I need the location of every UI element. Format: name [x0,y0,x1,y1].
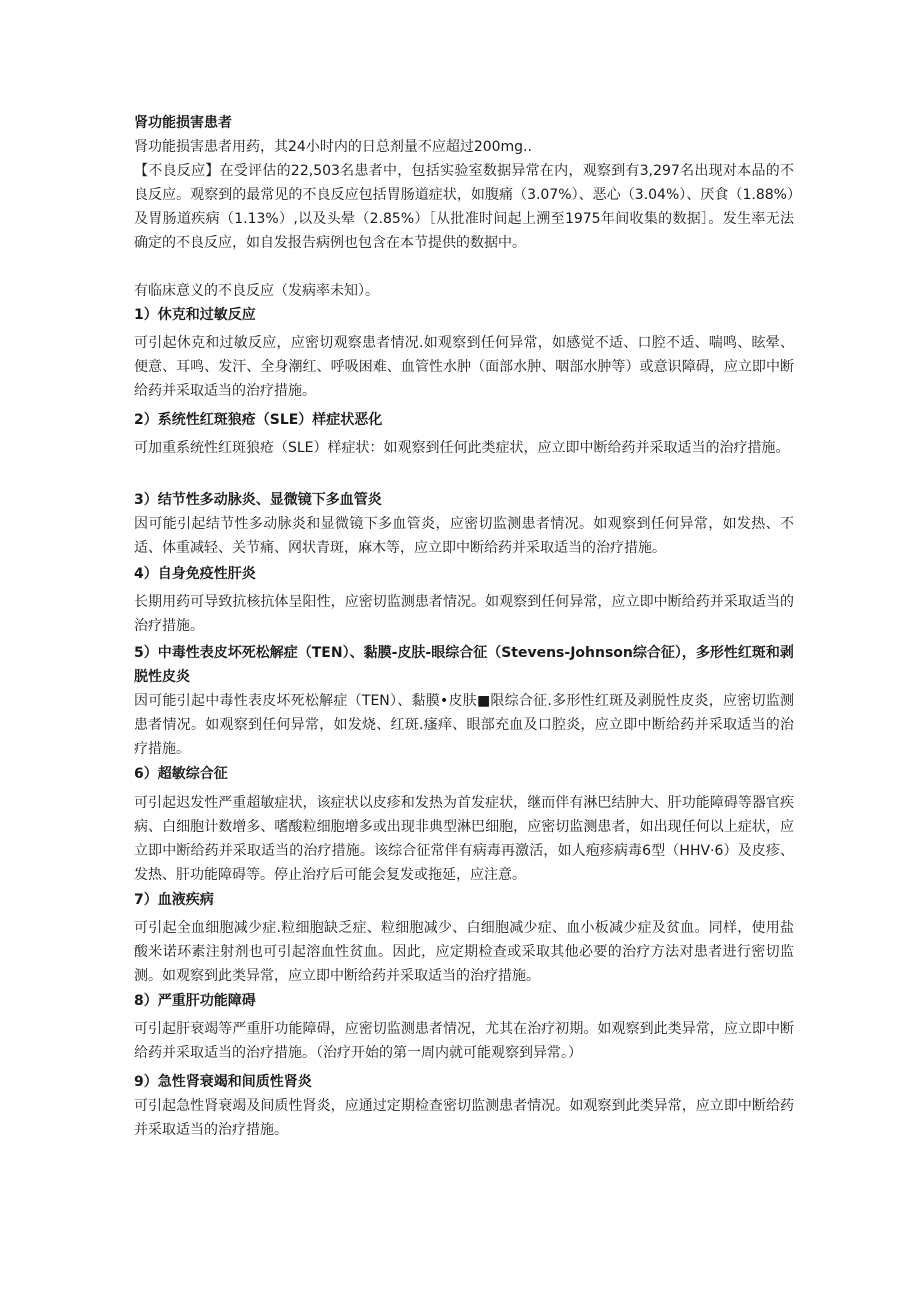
section-title-1: 1）休克和过敏反应 [134,307,256,323]
section-body-2: 可加重系统性红斑狼疮（SLE）样症状：如观察到任何此类症状，应立即中断给药并采取适当的治疗措施。 [134,440,790,456]
section-body-5: 因可能引起中毒性表皮坏死松解症（TEN）、黏膜•皮肤■限综合征.多形性红斑及剥脱性皮炎，应密切监测患者情况。如观察到任何异常，如发烧、红斑.瘙痒、眼部充血及口腔炎，应立即中断给药并采取适当的治疗措施。 [134,693,794,757]
section-title-7: 7）血液疾病 [134,892,214,908]
section-body-9: 可引起急性肾衰竭及间质性肾炎，应通过定期检查密切监测患者情况。如观察到此类异常，应立即中断给药并采取适当的治疗措施。 [134,1098,794,1138]
section-title-8: 8）严重肝功能障碍 [134,993,256,1009]
section-body-7: 可引起全血细胞减少症.粒细胞缺乏症、粒细胞减少、白细胞减少症、血小板减少症及贫血。同样，使用盐酸米诺环素注射剂也可引起溶血性贫血。因此，应定期检查或采取其他必要的治疗方法对患者进行密切监测。如观察到此类异常，应立即中断给药并采取适当的治疗措施。 [134,920,794,984]
section-title-3: 3）结节性多动脉炎、显微镜下多血管炎 [134,492,382,508]
section-title-6: 6）超敏综合征 [134,766,228,782]
section-body-4: 长期用药可导致抗核抗体呈阳性，应密切监测患者情况。如观察到任何异常，应立即中断给药并采取适当的治疗措施。 [134,594,794,634]
renal-heading: 肾功能损害患者 [134,115,232,131]
section-body-3: 因可能引起结节性多动脉炎和显微镜下多血管炎，应密切监测患者情况。如观察到任何异常，如发热、不适、体重减轻、关节痛、网状青斑，麻木等，应立即中断给药并采取适当的治疗措施。 [134,516,794,556]
section-body-1: 可引起休克和过敏反应，应密切观察患者情况.如观察到任何异常，如感觉不适、口腔不适、喘鸣、眩晕、便意、耳鸣、发汗、全身潮红、呼吸困难、血管性水肿（面部水肿、咽部水肿等）或意识障碍，应立即中断给药并采取适当的治疗措施。 [134,335,794,399]
section-body-6: 可引起迟发性严重超敏症状，该症状以皮疹和发热为首发症状，继而伴有淋巴结肿大、肝功能障碍等器官疾病、白细胞计数增多、嗜酸粒细胞增多或出现非典型淋巴细胞，应密切监测患者，如出现任何以上症状，应立即中断给药并采取适当的治疗措施。该综合征常伴有病毒再激活，如人疱疹病毒6型（HHV·6）及皮疹、发热、肝功能障碍等。停止治疗后可能会复发或拖延，应注意。 [134,795,794,883]
renal-text: 肾功能损害患者用药，其24小时内的日总剂量不应超过200mg.. [134,139,532,155]
section-title-9: 9）急性肾衰竭和间质性肾炎 [134,1074,312,1090]
section-title-4: 4）自身免疫性肝炎 [134,566,256,582]
section-title-2: 2）系统性红斑狼疮（SLE）样症状恶化 [134,412,383,428]
clinical-note: 有临床意义的不良反应（发病率未知）。 [134,283,379,299]
section-body-8: 可引起肝衰竭等严重肝功能障碍，应密切监测患者情况，尤其在治疗初期。如观察到此类异常，应立即中断给药并采取适当的治疗措施。（治疗开始的第一周内就可能观察到异常。） [134,1021,794,1061]
adverse-intro: 【不良反应】在受评估的22,503名患者中，包括实验室数据异常在内，观察到有3,297名出现对本品的不良反应。观察到的最常见的不良反应包括胃肠道症状，如腹痛（3.07%）、恶心（3.04%）、厌食（1.88%）及胃肠道疾病（1.13%）,以及头晕（2.85%）［从批准时间起上溯至1975年间收集的数据］。发生率无法确定的不良反应，如自发报告病例也包含在本节提供的数据中。 [134,163,794,251]
section-title-5: 5）中毒性表皮坏死松解症（TEN）、黏膜-皮肤-眼综合征（Stevens-Johnson综合征），多形性红斑和剥脱性皮炎 [134,645,794,685]
